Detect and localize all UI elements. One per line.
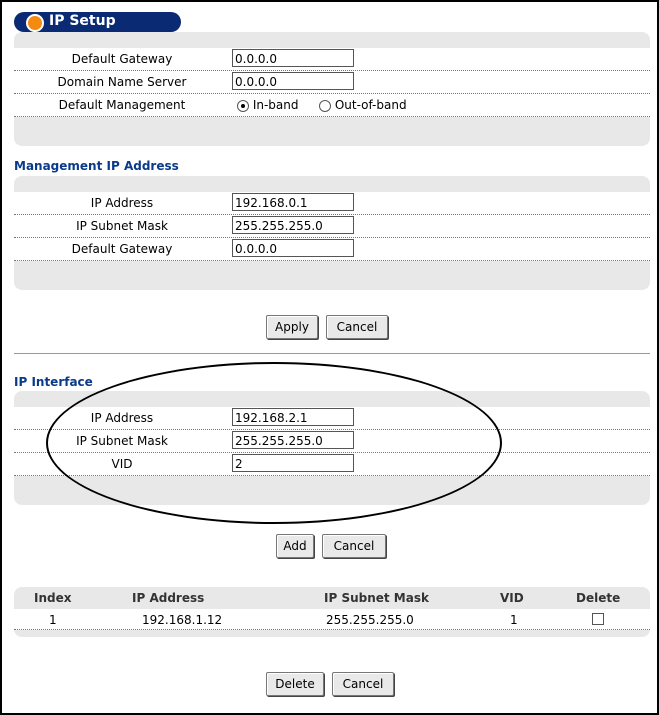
tab-ip-setup[interactable] — [14, 12, 181, 32]
col-ip-address: IP Address — [132, 591, 205, 605]
mgmt-ip-label: IP Address — [90, 196, 154, 210]
col-delete: Delete — [576, 591, 621, 605]
default-management-row — [14, 94, 650, 117]
mgmt-gateway-label: Default Gateway — [71, 242, 173, 256]
mgmt-mask-label: IP Subnet Mask — [76, 219, 168, 233]
iface-ip-label: IP Address — [90, 411, 154, 425]
outofband-label: Out-of-band — [334, 98, 407, 112]
row-subnet-mask: 255.255.255.0 — [326, 613, 414, 627]
table-header-row — [14, 587, 650, 609]
inband-radio-icon[interactable] — [237, 100, 249, 112]
iface-vid-input[interactable]: 2 — [232, 454, 354, 472]
iface-ip-row — [14, 407, 650, 430]
interface-section-title: IP Interface — [14, 375, 93, 389]
iface-ip-input[interactable]: 192.168.2.1 — [232, 408, 354, 426]
mgmt-gateway-input[interactable]: 0.0.0.0 — [232, 239, 354, 257]
dns-row — [14, 71, 650, 94]
col-index: Index — [34, 591, 72, 605]
setup-rows — [14, 48, 650, 117]
table-row — [14, 609, 650, 630]
mgmt-ip-row — [14, 192, 650, 215]
tab-title: IP Setup — [49, 13, 116, 29]
iface-mask-input[interactable]: 255.255.255.0 — [232, 431, 354, 449]
tab-indicator-icon — [26, 14, 44, 32]
default-gateway-label: Default Gateway — [71, 52, 173, 66]
outofband-radio-icon[interactable] — [319, 100, 331, 112]
mgmt-ip-input[interactable]: 192.168.0.1 — [232, 193, 354, 211]
col-subnet-mask: IP Subnet Mask — [324, 591, 429, 605]
row-index: 1 — [49, 613, 57, 627]
inband-label: In-band — [252, 98, 299, 112]
interface-cancel-button[interactable]: Cancel — [322, 534, 386, 558]
outofband-radio[interactable] — [319, 98, 407, 112]
interface-rows — [14, 407, 650, 476]
mgmt-mask-input[interactable]: 255.255.255.0 — [232, 216, 354, 234]
dns-label: Domain Name Server — [57, 75, 187, 89]
dns-input[interactable]: 0.0.0.0 — [232, 72, 354, 90]
mgmt-gateway-row — [14, 238, 650, 261]
row-delete-checkbox[interactable] — [592, 613, 604, 625]
default-gateway-input[interactable]: 0.0.0.0 — [232, 49, 354, 67]
default-management-label: Default Management — [58, 98, 186, 112]
row-vid: 1 — [510, 613, 518, 627]
default-gateway-row — [14, 48, 650, 71]
mgmt-mask-row — [14, 215, 650, 238]
apply-button[interactable]: Apply — [266, 315, 318, 339]
inband-radio[interactable] — [237, 98, 299, 112]
management-cancel-button[interactable]: Cancel — [326, 315, 388, 339]
iface-mask-row — [14, 430, 650, 453]
iface-mask-label: IP Subnet Mask — [76, 434, 168, 448]
management-rows — [14, 192, 650, 261]
divider — [14, 353, 650, 354]
iface-vid-row — [14, 453, 650, 476]
add-button[interactable]: Add — [276, 534, 314, 558]
management-section-title: Management IP Address — [14, 159, 179, 173]
col-vid: VID — [500, 591, 524, 605]
delete-button[interactable]: Delete — [266, 672, 324, 696]
iface-vid-label: VID — [111, 457, 133, 471]
row-ip-address: 192.168.1.12 — [142, 613, 223, 627]
table-cancel-button[interactable]: Cancel — [332, 672, 394, 696]
